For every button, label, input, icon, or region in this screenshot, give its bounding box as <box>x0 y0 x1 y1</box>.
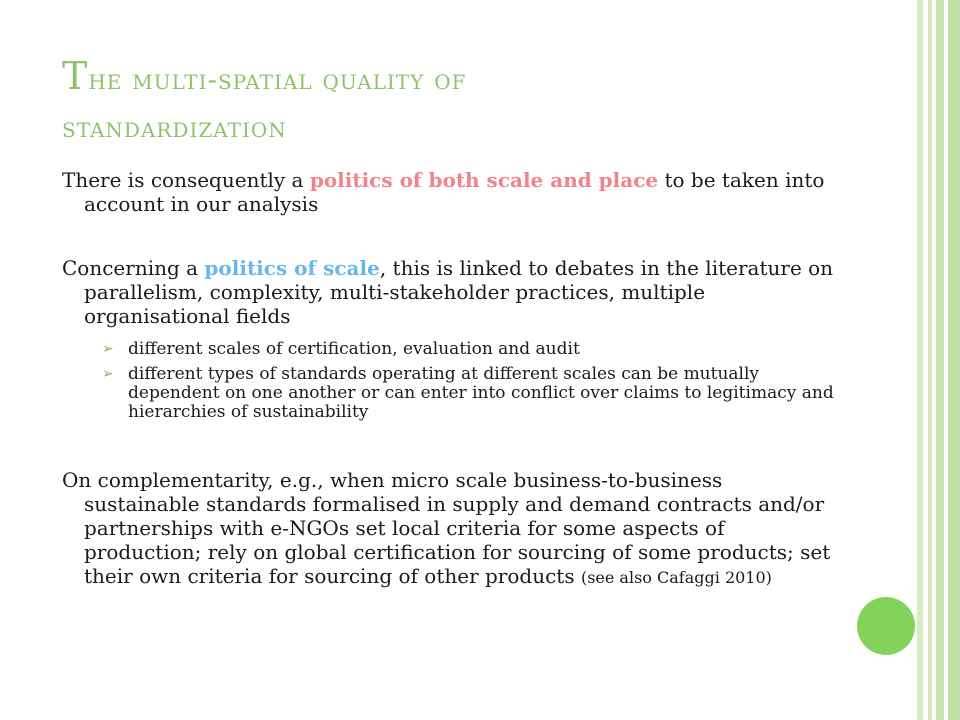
green-circle-icon <box>857 597 915 655</box>
list-item <box>62 365 842 422</box>
title-line2: standardization <box>62 111 287 144</box>
paragraph-politics-scale-place <box>62 168 842 216</box>
p1-text-end: to be taken into account in our analysis <box>84 168 825 216</box>
p3-citation: (see also Cafaggi 2010) <box>580 568 772 587</box>
p2-text-start: Concerning a <box>62 256 205 280</box>
bullet-list <box>62 340 842 422</box>
spacer <box>62 216 842 256</box>
border-stripe <box>928 0 932 720</box>
border-stripe <box>936 0 944 720</box>
paragraph-politics-of-scale <box>62 256 842 328</box>
bullet-text: different types of standards operating at different scales can be mutually dependent on one another or can enter into conflict over claims to legitimacy and hierarchies of sustainability <box>128 364 834 422</box>
bullet-text: different scales of certification, evaluation and audit <box>128 339 580 359</box>
spacer <box>62 428 842 468</box>
slide-body <box>62 168 842 590</box>
p3-text: On complementarity, e.g., when micro scale business-to-business sustainable standards formalised in supply and demand contracts and/or partnerships with e-NGOs set local criteria for some aspects of production; rely on global certification for sourcing of some products; set their own criteria for sourcing of other products <box>62 468 831 588</box>
arrow-bullet-icon: ➢ <box>102 366 114 382</box>
border-stripe <box>917 0 923 720</box>
list-item <box>62 340 842 359</box>
p1-highlight: politics of both scale and place <box>309 168 659 192</box>
arrow-bullet-icon: ➢ <box>102 341 114 357</box>
title-line1: he multi-spatial quality of <box>88 63 467 96</box>
title-first-letter: T <box>62 54 89 98</box>
p2-highlight: politics of scale <box>204 256 380 280</box>
border-stripe <box>948 0 960 720</box>
slide-title <box>62 52 892 152</box>
p1-text-start: There is consequently a <box>62 168 310 192</box>
paragraph-complementarity <box>62 468 842 590</box>
p2-text-end: , this is linked to debates in the literature on parallelism, complexity, multi-stakeholder practices, multiple organisational fields <box>84 256 834 328</box>
